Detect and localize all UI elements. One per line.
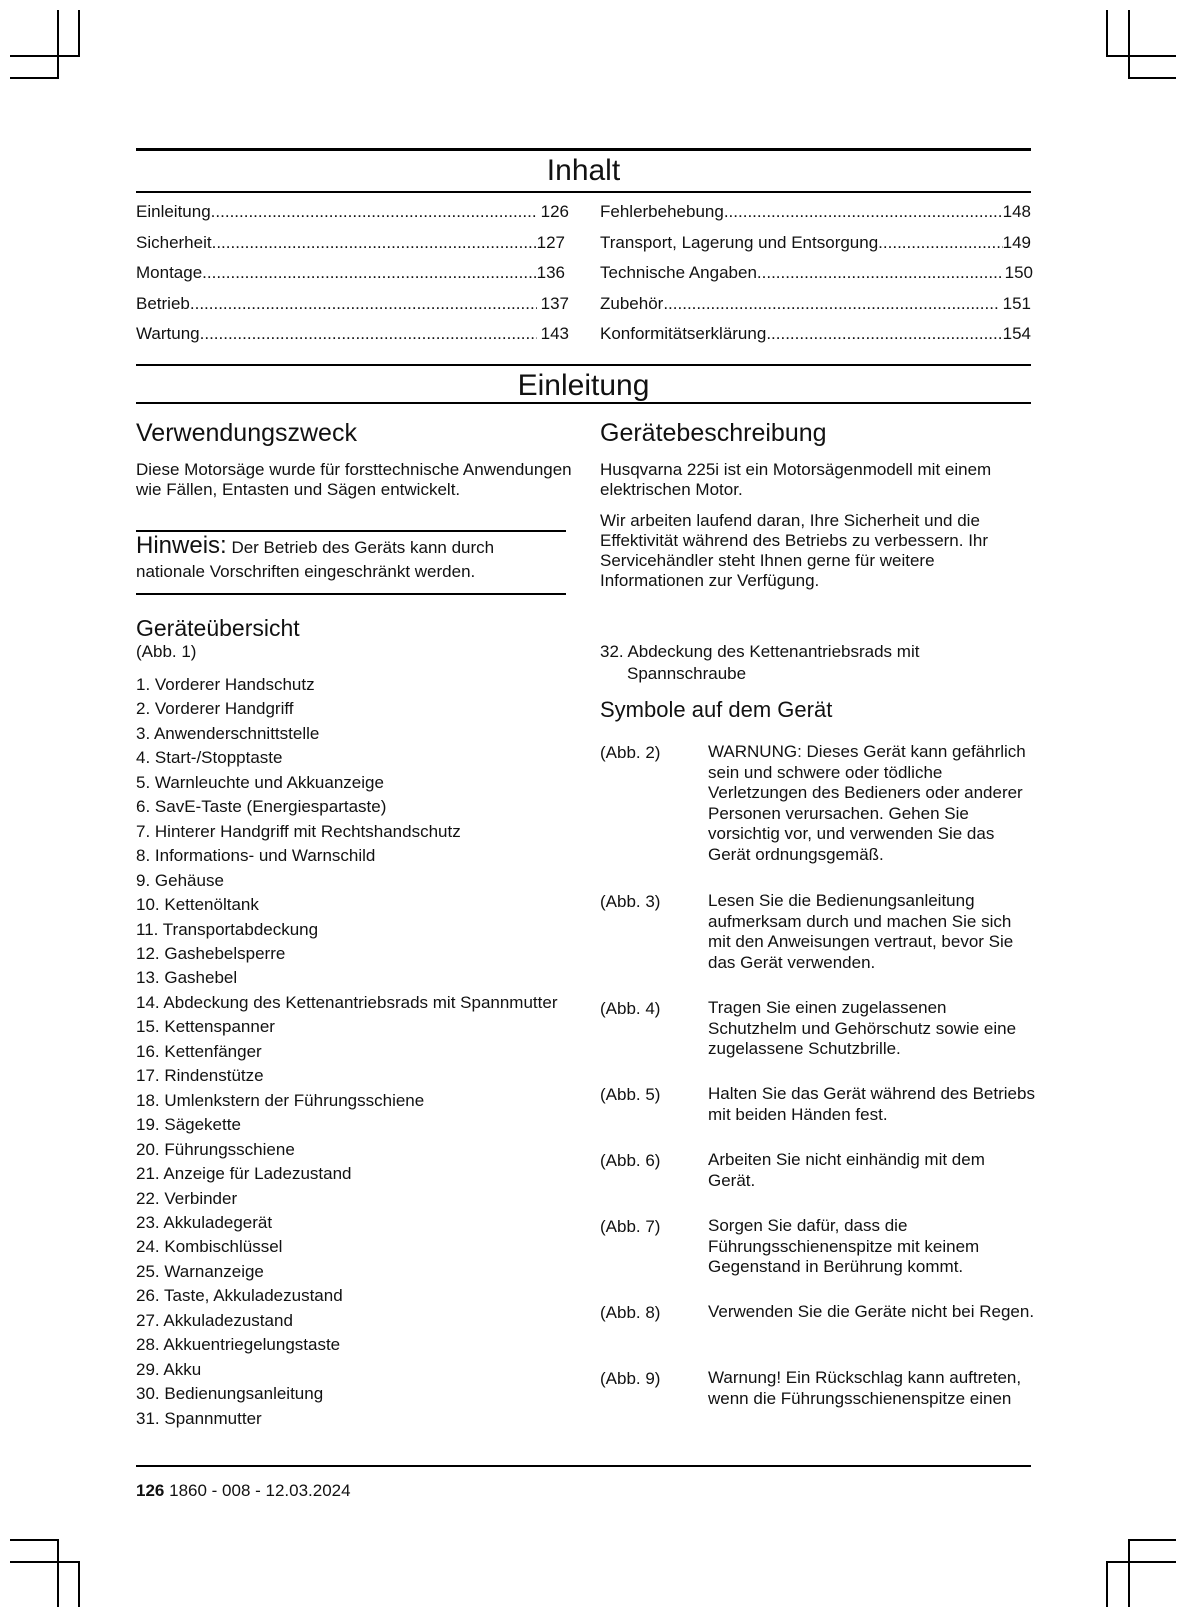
overview-list-item: 21. Anzeige für Ladezustand [136,1164,352,1184]
symbol-text-abb4: Tragen Sie einen zugelassenen Schutzhelm und Gehörschutz sowie eine zugelassene Schutzbrille. [708,998,1017,1058]
purpose-heading: Verwendungszweck [136,419,357,447]
note [136,534,566,584]
symbol-text-abb3: Lesen Sie die Bedienungsanleitung aufmerksam durch und machen Sie sich mit den Anweisungen vertraut, bevor Sie das Gerät verwenden. [708,891,1014,972]
toc-entry-technische-angaben[interactable]: Technische Angaben ..... 150 [600,262,1033,283]
overview-list-item: 11. Transportabdeckung [136,919,319,939]
overview-list-item: 18. Umlenkstern der Führungsschiene [136,1090,425,1110]
crop-mark-bottom-right-h2 [1106,1561,1176,1563]
symbols-heading: Symbole auf dem Gerät [600,697,833,722]
overview-item-32-line1: Abdeckung des Kettenantriebsrads mit [627,642,920,661]
symbol-text-abb9: Warnung! Ein Rückschlag kann auftreten, wenn die Führungsschienenspitze einen [708,1368,1022,1408]
overview-list-item: 9. Gehäuse [136,870,224,890]
purpose-text: Diese Motorsäge wurde für forsttechnische Anwendungen wie Fällen, Entasten und Sägen entwickelt. [136,460,572,499]
overview-list-item: 30. Bedienungsanleitung [136,1384,324,1404]
toc-entry-sicherheit[interactable]: Sicherheit ..... 127 [136,232,565,253]
overview-list-item: 31. Spannmutter [136,1408,262,1428]
crop-mark-top-right-h [1106,55,1176,57]
crop-mark-top-left-v2 [78,10,80,55]
symbol-ref-abb3: (Abb. 3) [600,892,661,911]
toc-rule-top [136,148,1031,151]
overview-list-item: 12. Gashebelsperre [136,943,286,963]
symbol-ref-abb4: (Abb. 4) [600,999,661,1018]
toc-entry-einleitung[interactable]: Einleitung ..... 126 [136,201,569,222]
symbol-ref-abb8: (Abb. 8) [600,1303,661,1322]
crop-mark-bottom-left-v2 [78,1562,80,1607]
overview-list-item: 17. Rindenstütze [136,1066,264,1086]
description-heading: Gerätebeschreibung [600,419,827,447]
crop-mark-bottom-right-h [1128,1539,1176,1541]
note-rule-bottom [136,593,566,595]
overview-list-item: 1. Vorderer Handschutz [136,675,315,694]
intro-title: Einleitung [517,369,650,402]
overview-list-item: 5. Warnleuchte und Akkuanzeige [136,772,384,792]
overview-list-item: 29. Akku [136,1359,202,1379]
overview-list-item: 24. Kombischlüssel [136,1237,283,1257]
crop-mark-top-left-h2 [10,77,59,79]
symbol-text-abb5: Halten Sie das Gerät während des Betriebs mit beiden Händen fest. [708,1084,1035,1124]
toc-entry-fehlerbehebung[interactable]: Fehlerbehebung ..... 148 [600,201,1031,222]
overview-list-item: 7. Hinterer Handgriff mit Rechtshandschutz [136,821,461,841]
description-p2: Wir arbeiten laufend daran, Ihre Sicherheit und die Effektivität während des Betriebs zu verbessern. Ihr Servicehändler steht Ihnen gerne für weitere Informationen zur Verfügung. [600,511,989,590]
toc-entry-betrieb[interactable]: Betrieb ..... 137 [136,293,569,314]
overview-item-32-num: 32. [600,642,624,661]
crop-mark-bottom-left-v [57,1539,59,1607]
overview-list [136,673,557,1431]
footer [136,1480,351,1501]
crop-mark-top-right-v2 [1128,10,1130,78]
symbol-text-abb6: Arbeiten Sie nicht einhändig mit dem Gerät. [708,1150,985,1190]
symbol-text-abb8: Verwenden Sie die Geräte nicht bei Regen. [708,1302,1035,1321]
overview-list-item: 8. Informations- und Warnschild [136,846,376,866]
symbol-ref-abb2: (Abb. 2) [600,743,661,762]
overview-list-item: 16. Kettenfänger [136,1041,262,1061]
overview-list-item: 27. Akkuladezustand [136,1310,293,1330]
footer-page-number: 126 [136,1481,165,1500]
crop-mark-top-right-h2 [1128,77,1176,79]
description-p1: Husqvarna 225i ist ein Motorsägenmodell mit einem elektrischen Motor. [600,460,992,499]
overview-heading: Geräteübersicht [136,615,300,641]
overview-list-item: 26. Taste, Akkuladezustand [136,1286,343,1306]
footer-rule [136,1465,1031,1467]
toc-title: Inhalt [546,154,621,187]
toc-entry-transport[interactable]: Transport, Lagerung und Entsorgung ..... 149 [600,232,1031,253]
overview-list-item: 15. Kettenspanner [136,1017,275,1037]
toc-entry-montage[interactable]: Montage ..... 136 [136,262,565,283]
crop-mark-bottom-left-h [10,1539,59,1541]
toc-entry-zubehoer[interactable]: Zubehör ..... 151 [600,293,1031,314]
overview-list-item: 23. Akkuladegerät [136,1212,273,1232]
toc-entry-konformitaet[interactable]: Konformitätserklärung ..... 154 [600,323,1031,344]
overview-list-item: 20. Führungsschiene [136,1139,295,1159]
crop-mark-top-right-v [1106,10,1108,55]
note-keyword: Hinweis: [136,532,227,559]
symbol-ref-abb9: (Abb. 9) [600,1369,661,1388]
symbol-ref-abb7: (Abb. 7) [600,1217,661,1236]
symbol-text-abb7: Sorgen Sie dafür, dass die Führungsschienenspitze mit keinem Gegenstand in Berührung kommt. [708,1216,980,1276]
overview-list-item: 25. Warnanzeige [136,1261,264,1281]
crop-mark-top-left-v [57,10,59,78]
overview-list-item: 2. Vorderer Handgriff [136,699,294,719]
symbol-ref-abb6: (Abb. 6) [600,1151,661,1170]
footer-doc-id: 1860 - 008 - 12.03.2024 [169,1481,351,1500]
symbol-text-abb2: WARNUNG: Dieses Gerät kann gefährlich sein und schwere oder tödliche Verletzungen des Bedieners oder anderer Personen verursachen. Gehen Sie vorsichtig vor, und verwenden Sie das Gerät ordnungsgemäß. [708,742,1026,864]
intro-rule-top [136,364,1031,366]
overview-list-item: 13. Gashebel [136,968,238,988]
toc-entry-wartung[interactable]: Wartung ..... 143 [136,323,569,344]
overview-list-item: 10. Kettenöltank [136,895,259,915]
overview-list-item: 19. Sägekette [136,1115,241,1135]
overview-item-32 [600,642,919,662]
note-text: Der Betrieb des Geräts kann durch nationale Vorschriften eingeschränkt werden. [136,538,495,581]
toc-rule-bottom [136,191,1031,193]
overview-list-item: 6. SavE-Taste (Energiespartaste) [136,797,387,817]
crop-mark-bottom-right-v [1106,1562,1108,1607]
crop-mark-top-left-h [10,55,80,57]
intro-rule-bottom [136,402,1031,404]
overview-item-32-line2: Spannschraube [627,664,747,683]
symbol-ref-abb5: (Abb. 5) [600,1085,661,1104]
overview-list-item: 3. Anwenderschnittstelle [136,723,320,743]
overview-ref: (Abb. 1) [136,642,197,661]
overview-list-item: 14. Abdeckung des Kettenantriebsrads mit Spannmutter [136,992,558,1012]
crop-mark-bottom-right-v2 [1128,1539,1130,1607]
overview-list-item: 22. Verbinder [136,1188,238,1208]
overview-list-item: 28. Akkuentriegelungstaste [136,1335,341,1355]
overview-list-item: 4. Start-/Stopptaste [136,748,283,768]
crop-mark-bottom-left-h2 [10,1561,80,1563]
